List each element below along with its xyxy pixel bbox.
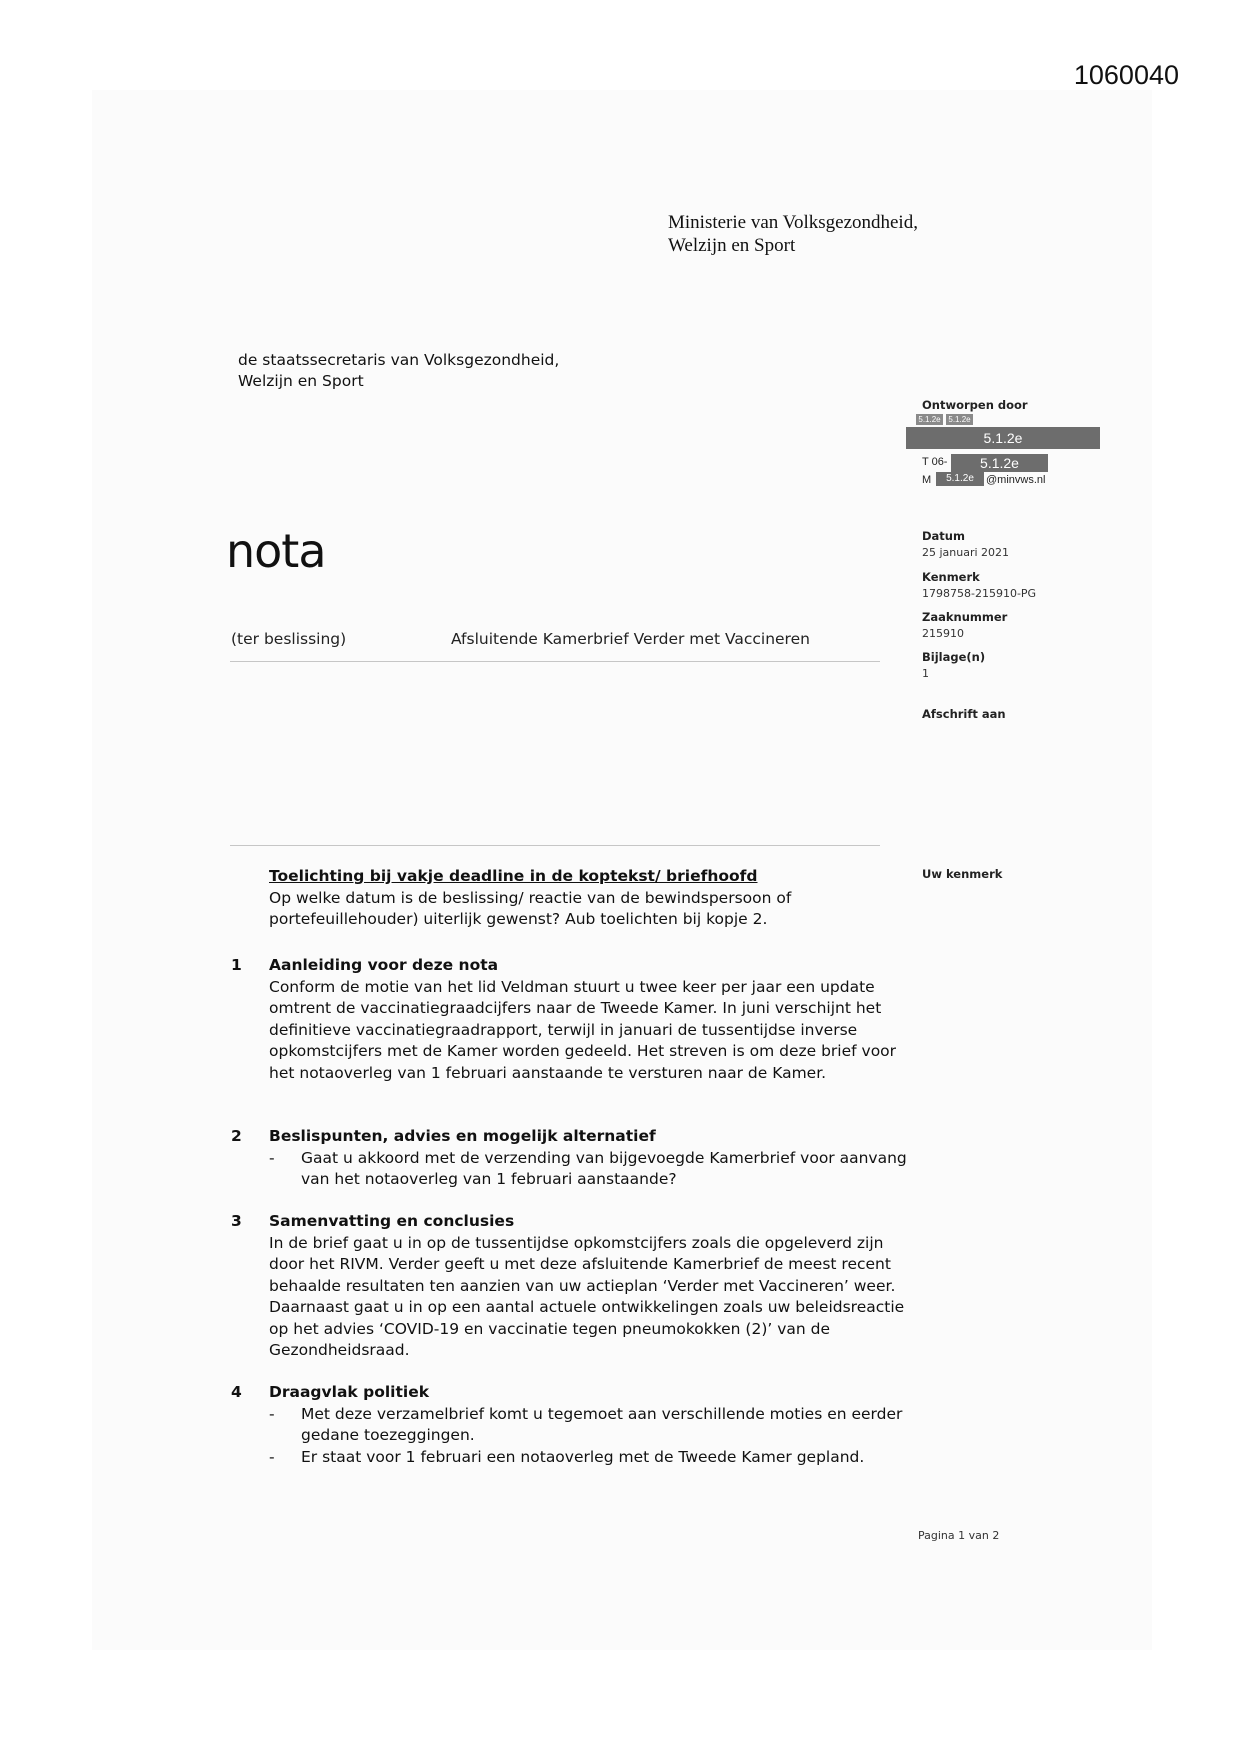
section-heading: Aanleiding voor deze nota [269,956,499,974]
sender-line-2: Welzijn en Sport [238,372,364,390]
page-title: nota [226,524,326,578]
attachments-value: 1 [922,667,929,680]
your-reference-label: Uw kenmerk [922,867,1003,881]
reference-value: 1798758-215910-PG [922,587,1037,600]
divider [230,661,880,662]
phone-prefix: T 06- [922,456,948,468]
document-number: 1060040 [1073,60,1179,90]
section-heading: Beslispunten, advies en mogelijk alternatief [269,1127,656,1145]
bullet-dash: - [269,1148,275,1167]
ministry-logo-text [668,211,918,257]
section-text: Conform de motie van het lid Veldman stuurt u twee keer per jaar een update omtrent de vaccinatiegraadcijfers naar de Tweede Kamer. In juni verschijnt het definitieve vaccinatiegraadrapport, terwijl in januari de tussentijdse inverse opkomstcijfers met de Kamer worden gedeeld. Het streven is om deze brief voor het notaoverleg van 1 februari aanstaande te versturen naar de Kamer. [269,977,897,1082]
bullet-dash: - [269,1447,275,1466]
bullet-text: Met deze verzamelbrief komt u tegemoet aan verschillende moties en eerder gedane toezeggingen. [301,1404,903,1444]
divider [230,845,880,846]
section-number: 3 [231,1212,242,1230]
redaction-block: 5.1.2e [936,472,984,486]
explanation-heading: Toelichting bij vakje deadline in de koptekst/ briefhoofd [269,867,758,885]
mobile-prefix: M [922,474,932,486]
copy-to-label: Afschrift aan [922,707,1006,721]
bullet-text: Er staat voor 1 februari een notaoverleg met de Tweede Kamer gepland. [301,1447,865,1466]
deadline-explanation [269,866,909,931]
section-text: In de brief gaat u in op de tussentijdse opkomstcijfers zoals die opgeleverd zijn door het RIVM. Verder geeft u met deze afsluitende Kamerbrief de meest recent behaalde resultaten ten aanzien van uw actieplan ‘Verder met Vaccineren’ weer. Daarnaast gaat u in op een aantal actuele ontwikkelingen zoals uw beleidsreactie op het advies ‘COVID-19 en vaccinatie tegen pneumokokken (2)’ van de Gezondheidsraad. [269,1233,905,1359]
explanation-text: Op welke datum is de beslissing/ reactie van de bewindspersoon of portefeuillehouder) uiterlijk gewenst? Aub toelichten bij kopje 2. [269,888,792,928]
subject-line [231,630,881,660]
section-number: 4 [231,1383,242,1401]
section-number: 2 [231,1127,242,1145]
redaction-block: 5.1.2e [916,414,943,425]
attachments-label: Bijlage(n) [922,650,986,664]
section-number: 1 [231,956,242,974]
redaction-block: 5.1.2e [906,427,1100,449]
section-heading: Samenvatting en conclusies [269,1212,515,1230]
bullet-text: Gaat u akkoord met de verzending van bijgevoegde Kamerbrief voor aanvang van het notaoverleg van 1 februari aanstaande? [301,1148,907,1188]
sender-line-1: de staatssecretaris van Volksgezondheid, [238,351,560,369]
bullet-item [269,1404,909,1447]
case-number-value: 215910 [922,627,964,640]
sender-block [238,350,559,392]
subject-text: Afsluitende Kamerbrief Verder met Vaccineren [451,630,810,648]
page-number: Pagina 1 van 2 [918,1529,1000,1542]
email-domain: @minvws.nl [986,474,1046,486]
redaction-block: 5.1.2e [951,454,1048,472]
reference-label: Kenmerk [922,570,980,584]
section-heading: Draagvlak politiek [269,1383,430,1401]
designed-by-label: Ontworpen door [922,398,1028,412]
decision-type: (ter beslissing) [231,630,347,648]
ministry-line-2: Welzijn en Sport [668,235,796,256]
bullet-item [269,1148,909,1191]
bullet-dash: - [269,1404,275,1423]
redaction-block: 5.1.2e [946,414,973,425]
case-number-label: Zaaknummer [922,610,1008,624]
date-value: 25 januari 2021 [922,546,1010,559]
ministry-line-1: Ministerie van Volksgezondheid, [668,212,918,233]
bullet-item [269,1447,909,1469]
date-label: Datum [922,529,965,543]
